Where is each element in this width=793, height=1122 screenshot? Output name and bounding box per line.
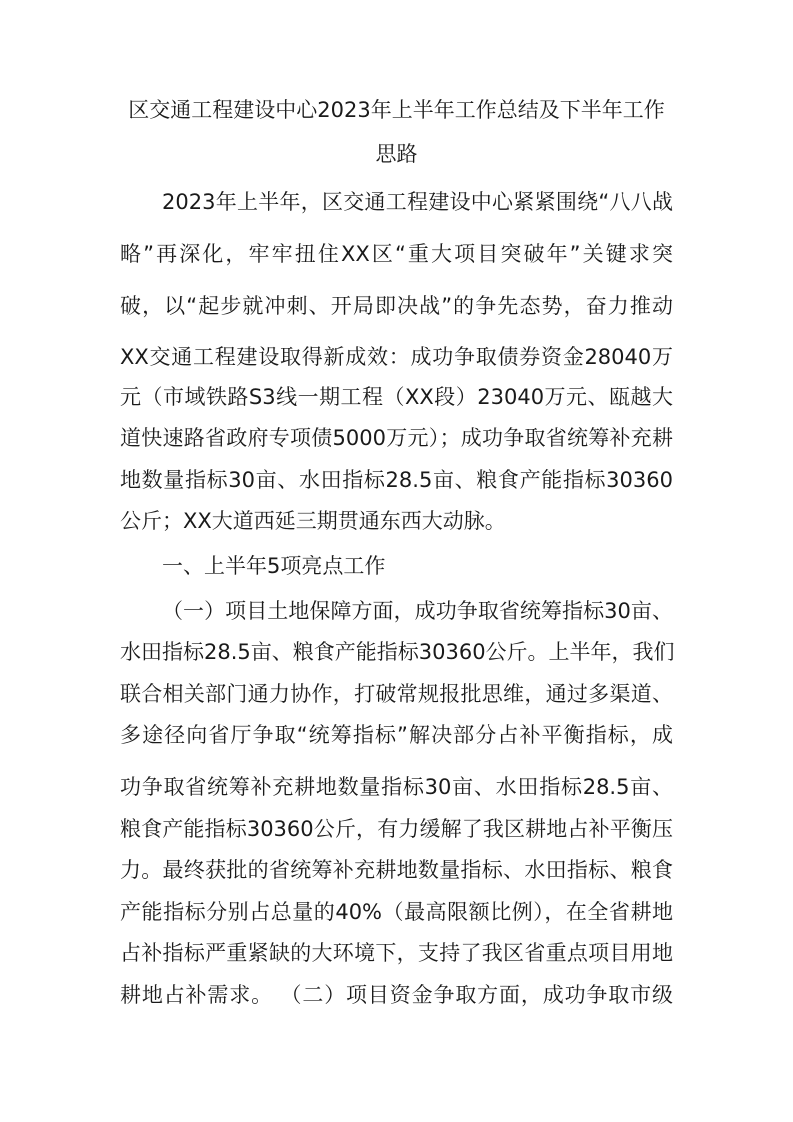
intro-line-2: 略”再深化，牢牢扭住XX区“重大项目突破年”关键求突	[120, 242, 673, 266]
document-title-line-1: 区交通工程建设中心2023年上半年工作总结及下半年工作	[128, 98, 665, 122]
intro-line-8: 公斤；XX大道西延三期贯通东西大动脉。	[120, 509, 506, 533]
intro-line-5: 元（市域铁路S3线一期工程（XX段）23040万元、瓯越大	[120, 385, 673, 409]
section-1-line-4: 多途径向省厅争取“统筹指标”解决部分占补平衡指标，成	[120, 723, 673, 747]
intro-line-6: 道快速路省政府专项债5000万元）；成功争取省统筹补充耕	[120, 426, 673, 450]
section-1-line-7: 力。最终获批的省统筹补充耕地数量指标、水田指标、粮食	[120, 858, 673, 882]
section-1-line-3: 联合相关部门通力协作，打破常规报批思维，通过多渠道、	[120, 682, 673, 706]
section-1-line-5: 功争取省统筹补充耕地数量指标30亩、水田指标28.5亩、	[120, 775, 673, 799]
document-title-line-2: 思路	[375, 142, 418, 166]
intro-line-4: XX交通工程建设取得新成效：成功争取债券资金28040万	[120, 345, 673, 369]
section-1-line-9: 占补指标严重紧缺的大环境下，支持了我区省重点项目用地	[120, 941, 673, 965]
section-1-line-8: 产能指标分别占总量的40%（最高限额比例），在全省耕地	[120, 900, 673, 924]
section-1-heading: 一、上半年5项亮点工作	[162, 554, 386, 578]
intro-line-7: 地数量指标30亩、水田指标28.5亩、粮食产能指标30360	[120, 468, 673, 492]
intro-line-3: 破，以“起步就冲刺、开局即决战”的争先态势，奋力推动	[120, 294, 673, 318]
section-1-line-6: 粮食产能指标30360公斤，有力缓解了我区耕地占补平衡压	[120, 817, 673, 841]
section-1-line-2: 水田指标28.5亩、粮食产能指标30360公斤。上半年，我们	[120, 640, 675, 664]
section-1-line-1: （一）项目土地保障方面，成功争取省统筹指标30亩、	[162, 599, 673, 623]
intro-line-1: 2023年上半年，区交通工程建设中心紧紧围绕“八八战	[162, 190, 673, 214]
section-1-line-10: 耕地占补需求。 （二）项目资金争取方面，成功争取市级	[120, 983, 673, 1007]
